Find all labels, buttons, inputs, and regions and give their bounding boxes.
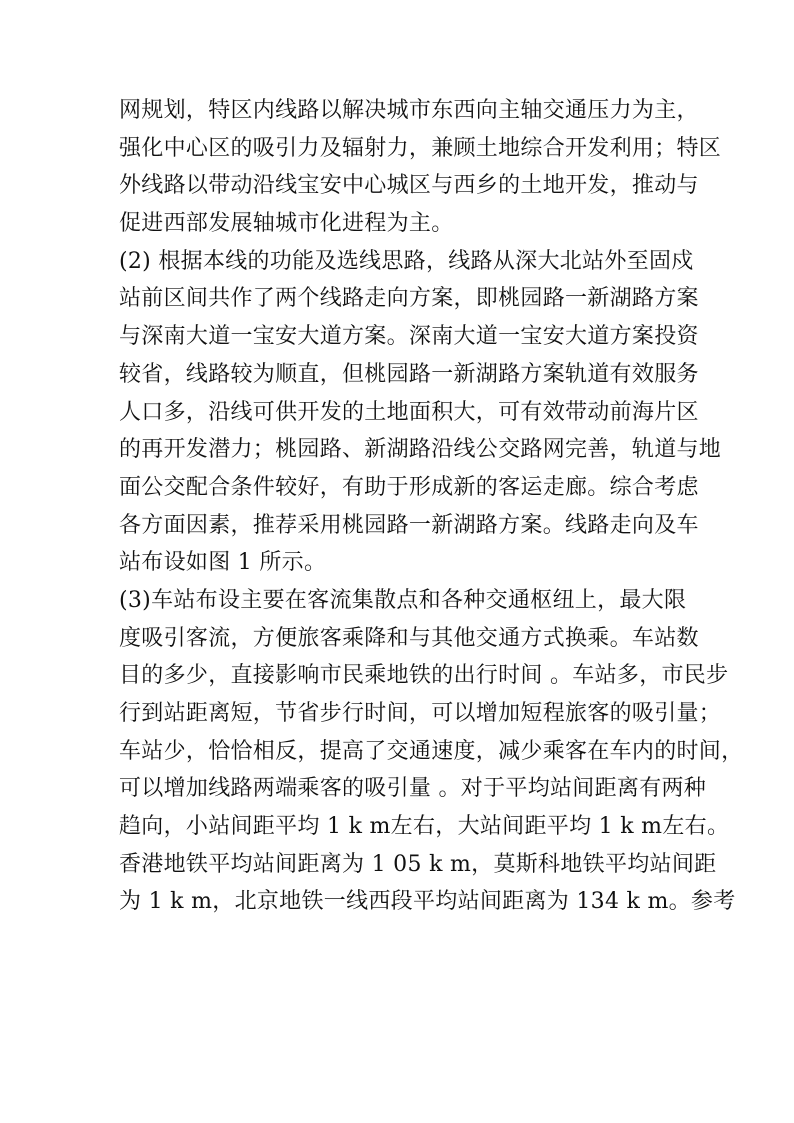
text-line: 香港地铁平均站间距离为 1 05 k m，莫斯科地铁平均站间距	[119, 851, 717, 877]
text-line: 趋向，小站间距平均 1 k m左右，大站间距平均 1 k m左右。	[119, 814, 730, 840]
text-line: 行到站距离短，节省步行时间，可以增加短程旅客的吸引量；	[119, 701, 722, 726]
text-line: 车站少，恰恰相反，提高了交通速度，减少乘客在车内的时间，	[119, 738, 744, 764]
text-line: 可以增加线路两端乘客的吸引量 。对于平均站间距离有两种	[119, 776, 707, 802]
text-line: 各方面因素，推荐采用桃园路一新湖路方案。线路走向及车	[119, 512, 699, 538]
document-page	[119, 92, 744, 921]
text-line: 站前区间共作了两个线路走向方案，即桃园路一新湖路方案	[119, 286, 699, 312]
text-line: 较省，线路较为顺直，但桃园路一新湖路方案轨道有效服务	[119, 361, 699, 387]
text-line: 面公交配合条件较好，有助于形成新的客运走廊。综合考虑	[119, 474, 699, 500]
text-line: 强化中心区的吸引力及辐射力，兼顾土地综合开发利用；特区	[119, 135, 722, 161]
text-line: 度吸引客流，方便旅客乘降和与其他交通方式换乘。车站数	[119, 625, 699, 651]
text-line: 站布设如图 1 所示。	[119, 550, 327, 576]
text-line: 促进西部发展轴城市化进程为主。	[119, 211, 454, 237]
text-line: 目的多少，直接影响市民乘地铁的出行时间 。车站多，市民步	[119, 663, 729, 689]
text-line: 与深南大道一宝安大道方案。深南大道一宝安大道方案投资	[119, 324, 699, 350]
text-line: (3)车站布设主要在客流集散点和各种交通枢纽上，最大限	[119, 587, 687, 613]
text-line: 为 1 k m，北京地铁一线西段平均站间距离为 134 k m。参考	[119, 889, 736, 915]
text-line: 的再开发潜力；桃园路、新湖路沿线公交路网完善，轨道与地	[119, 437, 722, 463]
text-line: 人口多，沿线可供开发的土地面积大，可有效带动前海片区	[119, 399, 699, 425]
text-line: 外线路以带动沿线宝安中心城区与西乡的土地开发，推动与	[119, 173, 699, 199]
text-line: (2) 根据本线的功能及选线思路，线路从深大北站外至固戍	[119, 248, 694, 274]
text-line: 网规划，特区内线路以解决城市东西向主轴交通压力为主，	[119, 98, 699, 123]
